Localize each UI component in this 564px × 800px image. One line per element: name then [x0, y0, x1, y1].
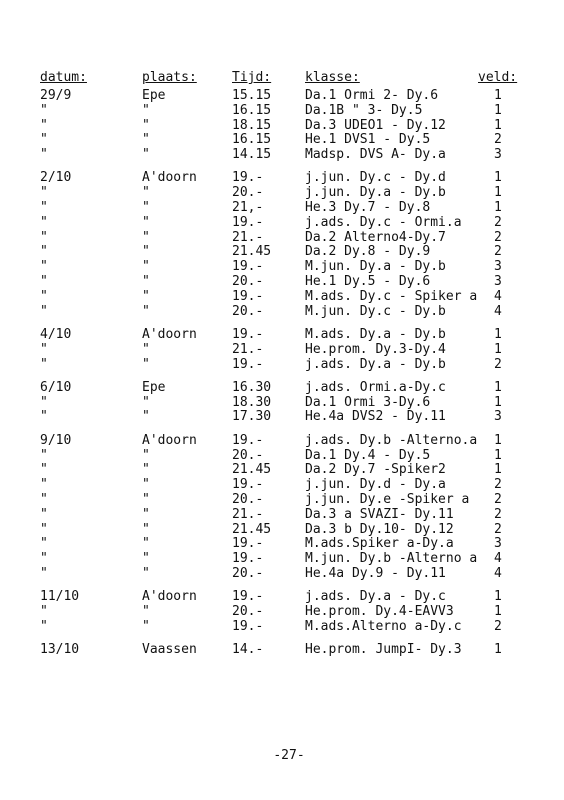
cell-time: 20.- [232, 447, 264, 463]
cell-class: j.jun. Dy.d - Dy.a [305, 477, 446, 493]
table-row [0, 200, 564, 215]
cell-date: 2/10 [40, 170, 72, 186]
cell-place: Epe [142, 379, 166, 395]
cell-time: 20.- [232, 274, 264, 290]
cell-place: A'doorn [142, 170, 197, 186]
cell-date: " [40, 477, 48, 493]
cell-time: 21,- [232, 200, 264, 216]
cell-class: j.ads. Dy.a - Dy.c [305, 589, 446, 605]
table-row [0, 230, 564, 245]
cell-place: " [142, 132, 150, 148]
cell-place: " [142, 604, 150, 619]
table-row [0, 522, 564, 537]
cell-place: " [142, 477, 150, 493]
cell-date: " [40, 185, 48, 201]
cell-field: 1 [494, 447, 502, 463]
cell-field: 3 [494, 409, 502, 425]
cell-date: " [40, 565, 48, 581]
cell-class: He.3 Dy.7 - Dy.8 [305, 200, 431, 216]
cell-time: 20.- [232, 185, 264, 201]
cell-place: " [142, 214, 150, 230]
cell-field: 2 [494, 356, 502, 372]
cell-place: " [142, 229, 150, 245]
cell-field: 2 [494, 132, 502, 148]
table-row [0, 118, 564, 133]
group-spacer [0, 424, 564, 433]
cell-place: " [142, 288, 150, 304]
group-spacer [0, 581, 564, 590]
cell-time: 19.- [232, 170, 264, 186]
cell-class: He.prom. Dy.4-EAVV3 [305, 604, 454, 619]
cell-place: " [142, 565, 150, 581]
cell-place: Epe [142, 88, 166, 103]
cell-time: 15.15 [232, 88, 272, 103]
table-row [0, 492, 564, 507]
cell-time: 21.- [232, 341, 264, 357]
table-row [0, 536, 564, 551]
cell-time: 20.- [232, 604, 264, 619]
cell-time: 19.- [232, 288, 264, 304]
table-row [0, 170, 564, 185]
cell-class: j.ads. Dy.a - Dy.b [305, 356, 446, 372]
cell-date: " [40, 447, 48, 463]
cell-time: 19.- [232, 536, 264, 552]
group-spacer [0, 634, 564, 643]
cell-class: M.ads.Alterno a-Dy.c [305, 618, 462, 634]
cell-class: He.1 Dy.5 - Dy.6 [305, 274, 431, 290]
cell-class: Da.1B " 3- Dy.5 [305, 102, 423, 118]
cell-field: 2 [494, 214, 502, 230]
header-field: veld: [478, 70, 518, 85]
cell-date: 13/10 [40, 642, 80, 658]
cell-field: 1 [494, 379, 502, 395]
cell-date: " [40, 551, 48, 567]
cell-date: " [40, 132, 48, 148]
cell-date: " [40, 147, 48, 163]
cell-date: 29/9 [40, 88, 72, 103]
cell-place: " [142, 147, 150, 163]
cell-class: j.ads. Ormi.a-Dy.c [305, 379, 446, 395]
cell-class: M.ads.Spiker a-Dy.a [305, 536, 454, 552]
cell-place: " [142, 409, 150, 425]
cell-class: He.4a Dy.9 - Dy.11 [305, 565, 446, 581]
table-row [0, 448, 564, 463]
table-row [0, 274, 564, 289]
table-row [0, 551, 564, 566]
cell-time: 14.15 [232, 147, 272, 163]
table-header [0, 70, 564, 86]
table-row [0, 215, 564, 230]
cell-time: 19.- [232, 551, 264, 567]
cell-time: 19.- [232, 618, 264, 634]
cell-class: Da.1 Ormi 2- Dy.6 [305, 88, 439, 103]
cell-field: 1 [494, 88, 502, 103]
cell-date: 9/10 [40, 432, 72, 448]
group-spacer [0, 318, 564, 327]
cell-field: 2 [494, 506, 502, 522]
cell-place: " [142, 200, 150, 216]
cell-field: 1 [494, 200, 502, 216]
cell-time: 21.- [232, 229, 264, 245]
page-number: -27- [273, 748, 305, 763]
cell-date: " [40, 521, 48, 537]
cell-date: " [40, 214, 48, 230]
cell-time: 21.- [232, 506, 264, 522]
cell-field: 3 [494, 274, 502, 290]
cell-time: 19.- [232, 589, 264, 605]
cell-class: M.jun. Dy.a - Dy.b [305, 259, 446, 275]
cell-time: 18.15 [232, 117, 272, 133]
table-row [0, 619, 564, 634]
cell-class: M.ads. Dy.a - Dy.b [305, 326, 446, 342]
schedule-table [0, 88, 564, 657]
table-row [0, 507, 564, 522]
cell-field: 3 [494, 536, 502, 552]
table-row [0, 409, 564, 424]
cell-field: 2 [494, 521, 502, 537]
table-row [0, 103, 564, 118]
cell-place: " [142, 551, 150, 567]
cell-class: He.1 DVS1 - Dy.5 [305, 132, 431, 148]
cell-class: j.jun. Dy.e -Spiker a [305, 491, 470, 507]
header-time: Tijd: [232, 70, 272, 85]
cell-field: 1 [494, 326, 502, 342]
table-row [0, 589, 564, 604]
cell-place: " [142, 536, 150, 552]
table-row [0, 604, 564, 619]
table-row [0, 642, 564, 657]
table-row [0, 289, 564, 304]
cell-time: 19.- [232, 432, 264, 448]
cell-place: " [142, 117, 150, 133]
cell-date: " [40, 394, 48, 410]
page-footer [0, 748, 564, 763]
cell-class: Madsp. DVS A- Dy.a [305, 147, 446, 163]
cell-class: M.ads. Dy.c - Spiker a [305, 288, 478, 304]
cell-time: 21.45 [232, 462, 272, 478]
cell-field: 4 [494, 551, 502, 567]
cell-place: " [142, 185, 150, 201]
table-row [0, 433, 564, 448]
cell-place: " [142, 259, 150, 275]
cell-time: 16.15 [232, 102, 272, 118]
cell-field: 1 [494, 117, 502, 133]
cell-place: " [142, 394, 150, 410]
cell-place: " [142, 462, 150, 478]
table-row [0, 132, 564, 147]
cell-place: Vaassen [142, 642, 197, 658]
cell-place: " [142, 102, 150, 118]
cell-time: 17.30 [232, 409, 272, 425]
table-row [0, 380, 564, 395]
cell-field: 2 [494, 491, 502, 507]
cell-place: " [142, 618, 150, 634]
table-row [0, 327, 564, 342]
cell-class: Da.1 Ormi 3-Dy.6 [305, 394, 431, 410]
cell-date: " [40, 506, 48, 522]
cell-field: 2 [494, 618, 502, 634]
table-row [0, 357, 564, 372]
cell-date: " [40, 259, 48, 275]
cell-field: 1 [494, 394, 502, 410]
cell-field: 1 [494, 462, 502, 478]
cell-place: A'doorn [142, 326, 197, 342]
cell-time: 19.- [232, 356, 264, 372]
cell-class: He.4a DVS2 - Dy.11 [305, 409, 446, 425]
cell-date: 11/10 [40, 589, 80, 605]
cell-field: 1 [494, 102, 502, 118]
header-class: klasse: [305, 70, 360, 85]
cell-place: A'doorn [142, 589, 197, 605]
cell-place: " [142, 521, 150, 537]
cell-field: 2 [494, 477, 502, 493]
cell-time: 19.- [232, 477, 264, 493]
cell-class: Da.3 b Dy.10- Dy.12 [305, 521, 454, 537]
table-row [0, 259, 564, 274]
table-row [0, 185, 564, 200]
cell-class: Da.2 Dy.8 - Dy.9 [305, 244, 431, 260]
cell-date: " [40, 356, 48, 372]
cell-field: 2 [494, 244, 502, 260]
table-row [0, 88, 564, 103]
cell-class: He.prom. JumpI- Dy.3 [305, 642, 462, 658]
cell-date: " [40, 200, 48, 216]
cell-place: " [142, 244, 150, 260]
cell-field: 4 [494, 288, 502, 304]
cell-time: 16.15 [232, 132, 272, 148]
cell-date: " [40, 117, 48, 133]
table-row [0, 395, 564, 410]
cell-place: " [142, 356, 150, 372]
cell-date: " [40, 409, 48, 425]
table-row [0, 462, 564, 477]
cell-time: 19.- [232, 259, 264, 275]
cell-class: j.jun. Dy.c - Dy.d [305, 170, 446, 186]
cell-class: j.jun. Dy.a - Dy.b [305, 185, 446, 201]
cell-field: 4 [494, 565, 502, 581]
cell-class: Da.2 Dy.7 -Spiker2 [305, 462, 446, 478]
cell-date: " [40, 303, 48, 319]
table-row [0, 147, 564, 162]
cell-time: 20.- [232, 565, 264, 581]
cell-field: 2 [494, 229, 502, 245]
cell-time: 20.- [232, 491, 264, 507]
cell-class: Da.2 Alterno4-Dy.7 [305, 229, 446, 245]
cell-class: Da.1 Dy.4 - Dy.5 [305, 447, 431, 463]
table-row [0, 477, 564, 492]
cell-date: " [40, 536, 48, 552]
table-row [0, 342, 564, 357]
cell-date: " [40, 618, 48, 634]
table-row [0, 566, 564, 581]
table-row [0, 304, 564, 319]
cell-place: A'doorn [142, 432, 197, 448]
cell-class: M.jun. Dy.c - Dy.b [305, 303, 446, 319]
cell-place: " [142, 274, 150, 290]
cell-place: " [142, 341, 150, 357]
cell-class: j.ads. Dy.c - Ormi.a [305, 214, 462, 230]
cell-class: M.jun. Dy.b -Alterno a [305, 551, 478, 567]
cell-class: j.ads. Dy.b -Alterno.a [305, 432, 478, 448]
cell-time: 19.- [232, 214, 264, 230]
cell-place: " [142, 303, 150, 319]
cell-class: He.prom. Dy.3-Dy.4 [305, 341, 446, 357]
cell-date: " [40, 604, 48, 619]
header-place: plaats: [142, 70, 197, 85]
cell-field: 1 [494, 185, 502, 201]
cell-time: 20.- [232, 303, 264, 319]
cell-time: 18.30 [232, 394, 272, 410]
cell-field: 1 [494, 432, 502, 448]
cell-time: 21.45 [232, 244, 272, 260]
cell-field: 1 [494, 642, 502, 658]
cell-field: 4 [494, 303, 502, 319]
cell-date: " [40, 341, 48, 357]
cell-date: 4/10 [40, 326, 72, 342]
group-spacer [0, 371, 564, 380]
cell-place: " [142, 491, 150, 507]
header-date: datum: [40, 70, 87, 85]
cell-time: 19.- [232, 326, 264, 342]
cell-date: " [40, 288, 48, 304]
cell-class: Da.3 UDEO1 - Dy.12 [305, 117, 446, 133]
cell-date: " [40, 244, 48, 260]
cell-field: 3 [494, 147, 502, 163]
cell-class: Da.3 a SVAZI- Dy.11 [305, 506, 454, 522]
cell-field: 1 [494, 170, 502, 186]
cell-field: 1 [494, 341, 502, 357]
group-spacer [0, 162, 564, 171]
cell-field: 1 [494, 604, 502, 619]
cell-date: " [40, 229, 48, 245]
cell-field: 1 [494, 589, 502, 605]
table-row [0, 244, 564, 259]
cell-field: 3 [494, 259, 502, 275]
cell-place: " [142, 506, 150, 522]
cell-time: 16.30 [232, 379, 272, 395]
cell-date: " [40, 274, 48, 290]
cell-place: " [142, 447, 150, 463]
cell-date: " [40, 102, 48, 118]
cell-date: " [40, 462, 48, 478]
cell-time: 14.- [232, 642, 264, 658]
cell-date: 6/10 [40, 379, 72, 395]
cell-time: 21.45 [232, 521, 272, 537]
cell-date: " [40, 491, 48, 507]
